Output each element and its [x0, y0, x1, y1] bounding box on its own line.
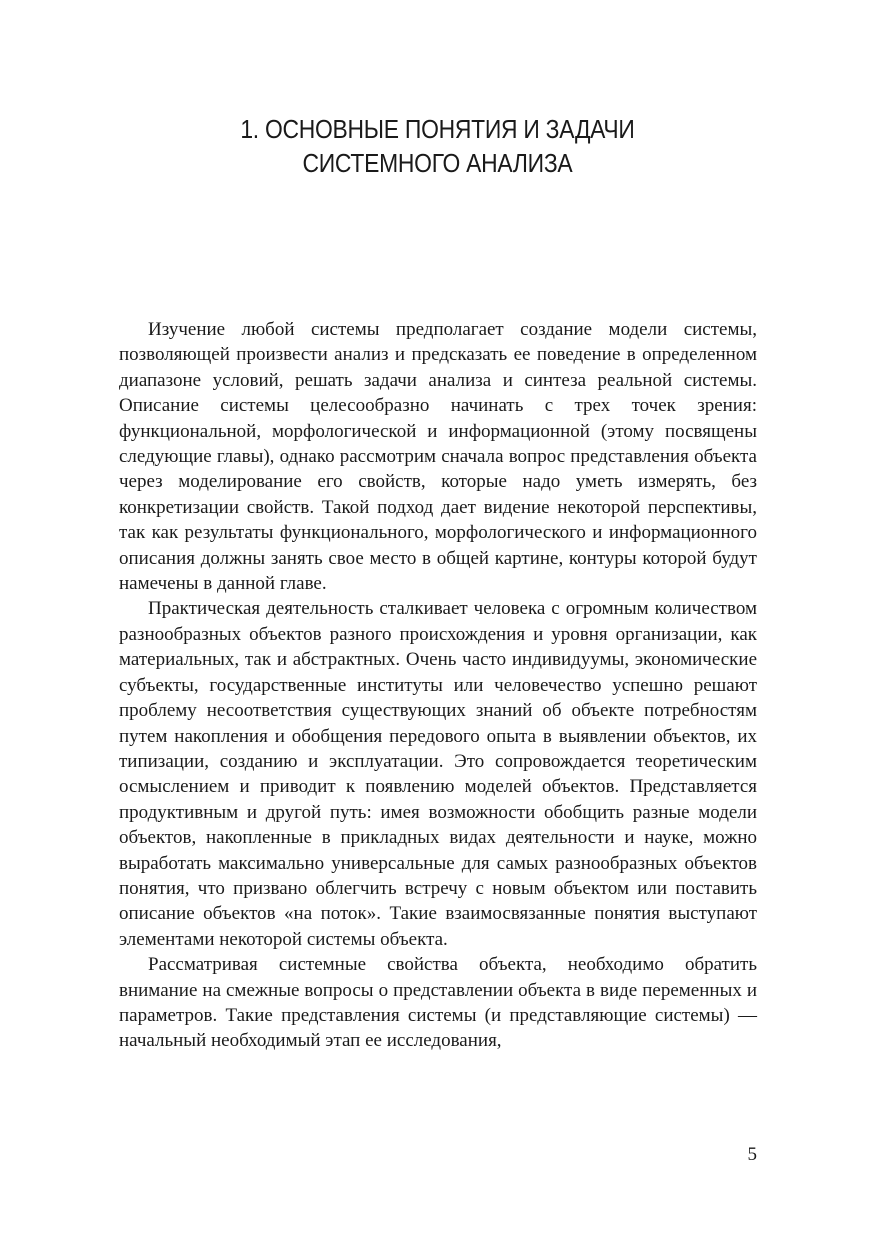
paragraph: Практическая деятельность сталкивает человека с огромным количеством разнообразных объектов разного происхождения и уровня организации, как материальных, так и абстрактных. Очень часто индивидуумы, экономические субъекты, государственные институты или человечество успешно решают проблему несоответствия существующих знаний об объекте потребностям путем накопления и обобщения передового опыта в выявлении объектов, их типизации, созданию и эксплуатации. Это сопровождается теоретическим осмыслением и приводит к появлению моделей объектов. Представляется продуктивным и другой путь: имея возможности обобщить разные модели объектов, накопленные в прикладных видах деятельности и науке, можно выработать максимально универсальные для самых разнообразных объектов понятия, что призвано облегчить встречу с новым объектом или поставить описание объектов «на поток». Такие взаимосвязанные понятия выступают элементами некоторой системы объекта. — [119, 598, 757, 950]
chapter-title-line-1: 1. ОСНОВНЫЕ ПОНЯТИЯ И ЗАДАЧИ — [240, 114, 635, 144]
chapter-title — [52, 112, 822, 180]
paragraph: Рассматривая системные свойства объекта, необходимо обратить внимание на смежные вопросы о представлении объекта в виде переменных и параметров. Такие представления системы (и представляющие системы) — начальный необходимый этап ее исследования, — [119, 954, 757, 1052]
chapter-title-line-2: СИСТЕМНОГО АНАЛИЗА — [302, 148, 573, 178]
page-number: 5 — [747, 1144, 757, 1165]
paragraph: Изучение любой системы предполагает создание модели системы, позволяющей произвести анализ и предсказать ее поведение в определенном диапазоне условий, решать задачи анализа и синтеза реальной системы. Описание системы целесообразно начинать с трех точек зрения: функциональной, морфологической и информационной (этому посвящены следующие главы), однако рассмотрим сначала вопрос представления объекта через моделирование его свойств, которые надо уметь измерять, без конкретизации свойств. Такой подход дает видение некоторой перспективы, так как результаты функционального, морфологического и информационного описания должны занять свое место в общей картине, контуры которой будут намечены в данной главе. — [119, 319, 757, 595]
body-text — [119, 317, 757, 1054]
